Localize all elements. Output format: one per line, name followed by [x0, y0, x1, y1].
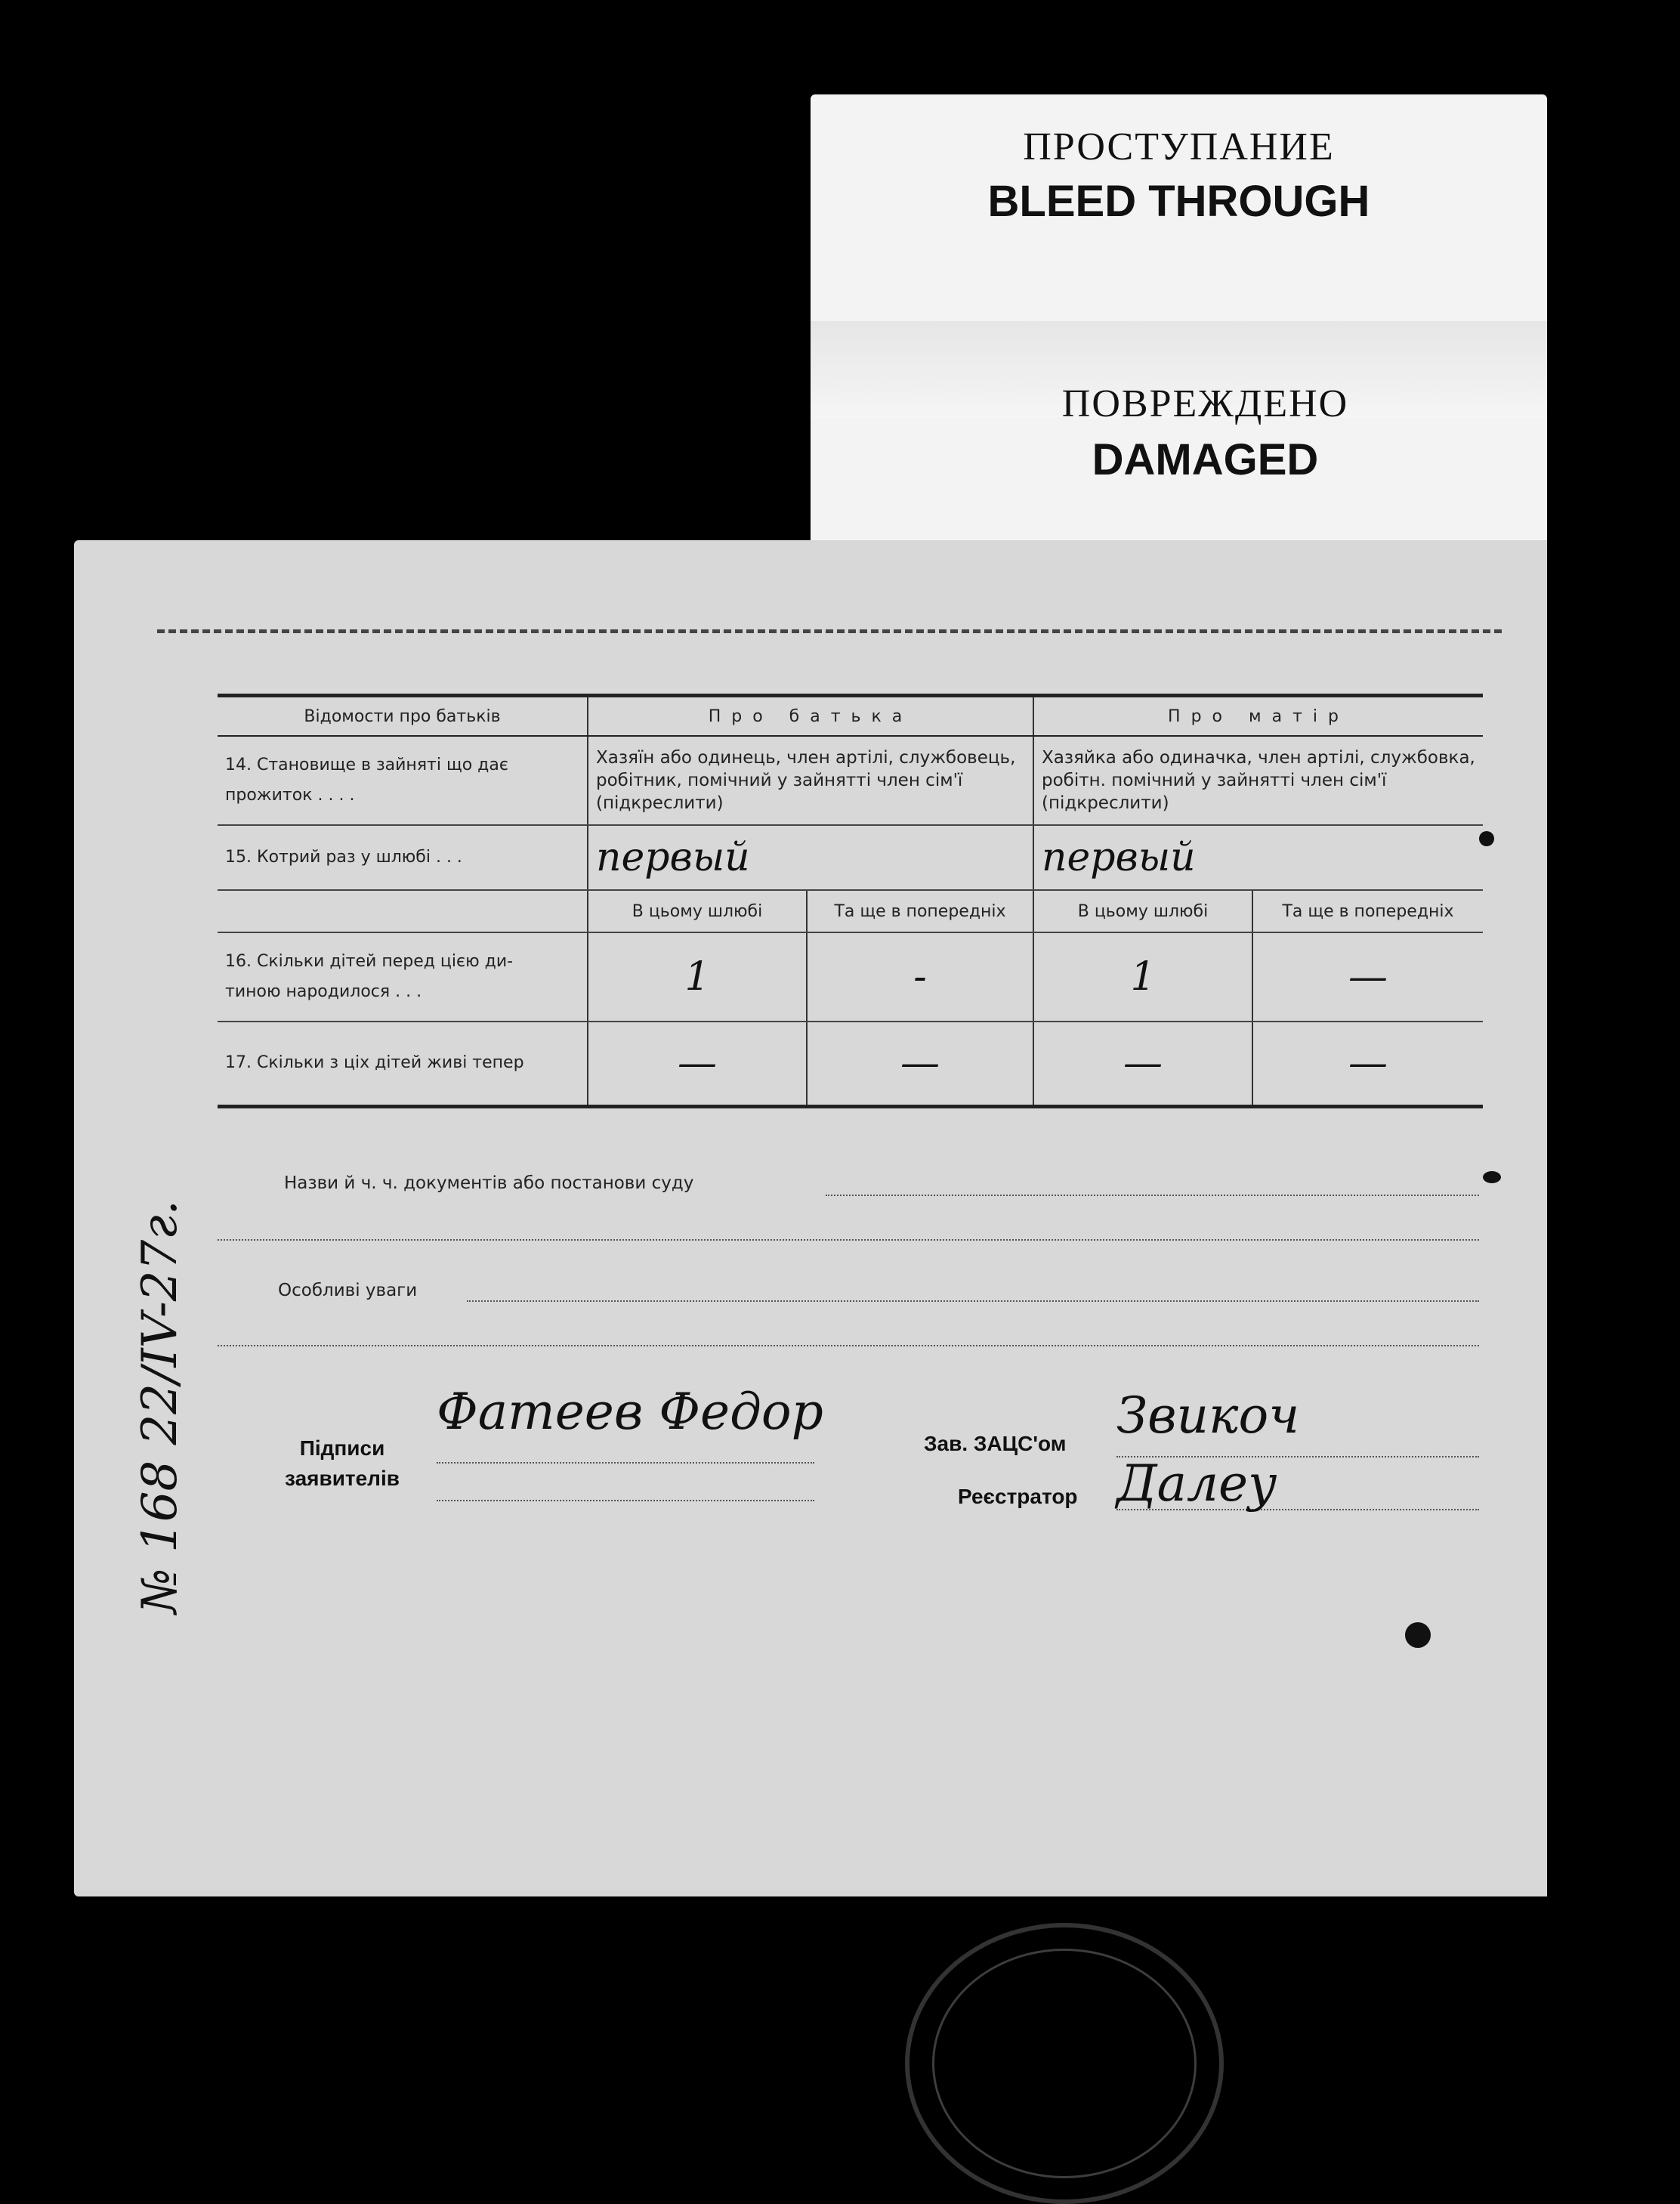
row17-father-previous: —: [807, 1022, 1033, 1106]
subheader-father-previous: Та ще в попередніх: [807, 890, 1033, 932]
subheader-empty: [218, 890, 588, 932]
row16-label-line1: 16. Скільки дітей перед цією ди-: [225, 952, 514, 971]
table-header-row: [218, 696, 1483, 737]
subheader-mother-previous: Та ще в попередніх: [1252, 890, 1483, 932]
applicant-signature: Фатеев Федор: [437, 1383, 823, 1441]
row16-father-previous: -: [807, 932, 1033, 1022]
perforation-line: [157, 629, 1502, 633]
row16-label-line2: тиною народилося . . .: [225, 982, 422, 1001]
head-registry-office-role: Зав. ЗАЦС'ом: [924, 1432, 1067, 1455]
row-occupation: [218, 736, 1483, 825]
remarks-label: Особливі уваги: [278, 1281, 418, 1300]
row-subheaders: [218, 890, 1483, 932]
parents-info-table: [218, 694, 1483, 1108]
row15-father-value: первый: [588, 825, 1033, 890]
header-parents-info: Відомости про батьків: [218, 696, 588, 737]
stamp-inner-ring: [932, 1949, 1197, 2178]
row14-label-line2: прожиток . . . .: [225, 786, 355, 805]
row-marriage-number: [218, 825, 1483, 890]
row14-father-options: Хазяїн або одинець, член артілі, службовець, робітник, помічний у зайнятті член сім'ї (підкреслити): [588, 736, 1033, 825]
row16-mother-previous: —: [1252, 932, 1483, 1022]
documents-line-1: [826, 1195, 1479, 1196]
row14-label: [218, 736, 588, 825]
head-signature: Звикоч: [1116, 1386, 1300, 1445]
bleed-through-label-en: BLEED THROUGH: [987, 177, 1370, 226]
row-children-born: [218, 932, 1483, 1022]
remarks-line-2: [218, 1345, 1479, 1346]
signatures-heading-line1: Підписи: [299, 1436, 385, 1460]
registrar-role: Реєстратор: [958, 1485, 1078, 1508]
row16-father-current: 1: [588, 932, 807, 1022]
damaged-label-ru: ПОВРЕЖДЕНО: [1061, 382, 1349, 425]
row14-mother-options: Хазяйка або одиначка, член артілі, службовка, робітн. помічний у зайнятті член сім'ї (підкреслити): [1033, 736, 1483, 825]
documents-label: Назви й ч. ч. документів або постанови суду: [284, 1173, 694, 1193]
row15-label: 15. Котрий раз у шлюбі . . .: [218, 825, 588, 890]
damage-spot: [1479, 831, 1494, 846]
row17-father-current: —: [588, 1022, 807, 1106]
row17-mother-previous: —: [1252, 1022, 1483, 1106]
row16-mother-current: 1: [1033, 932, 1252, 1022]
applicant-sign-line-1: [437, 1462, 814, 1464]
documents-line-2: [218, 1239, 1479, 1241]
row-children-alive: [218, 1022, 1483, 1106]
subheader-mother-current: В цьому шлюбі: [1033, 890, 1252, 932]
row17-mother-current: —: [1033, 1022, 1252, 1106]
punch-hole: [1405, 1622, 1431, 1648]
applicants-signatures-heading: [267, 1433, 418, 1494]
official-stamp: [905, 1923, 1224, 2204]
signatures-heading-line2: заявителів: [285, 1467, 400, 1490]
row14-label-line1: 14. Становище в зайняті що дає: [225, 756, 508, 774]
damaged-label-en: DAMAGED: [1092, 435, 1319, 484]
archive-label-card: [811, 94, 1547, 548]
row15-mother-value: первый: [1033, 825, 1483, 890]
form-sheet: [74, 540, 1547, 1896]
registrar-signature: Далеу: [1116, 1454, 1277, 1513]
bleed-through-label-ru: ПРОСТУПАНИЕ: [1023, 125, 1335, 168]
row16-label: [218, 932, 588, 1022]
row17-label: 17. Скільки з ціх дітей живі тепер: [218, 1022, 588, 1106]
subheader-father-current: В цьому шлюбі: [588, 890, 807, 932]
damage-spot: [1483, 1171, 1501, 1183]
header-father: Про батька: [588, 696, 1033, 737]
remarks-line-1: [467, 1300, 1479, 1302]
header-mother: Про матір: [1033, 696, 1483, 737]
margin-note: № 168 22/IV-27г.: [131, 1200, 188, 1614]
applicant-sign-line-2: [437, 1500, 814, 1501]
